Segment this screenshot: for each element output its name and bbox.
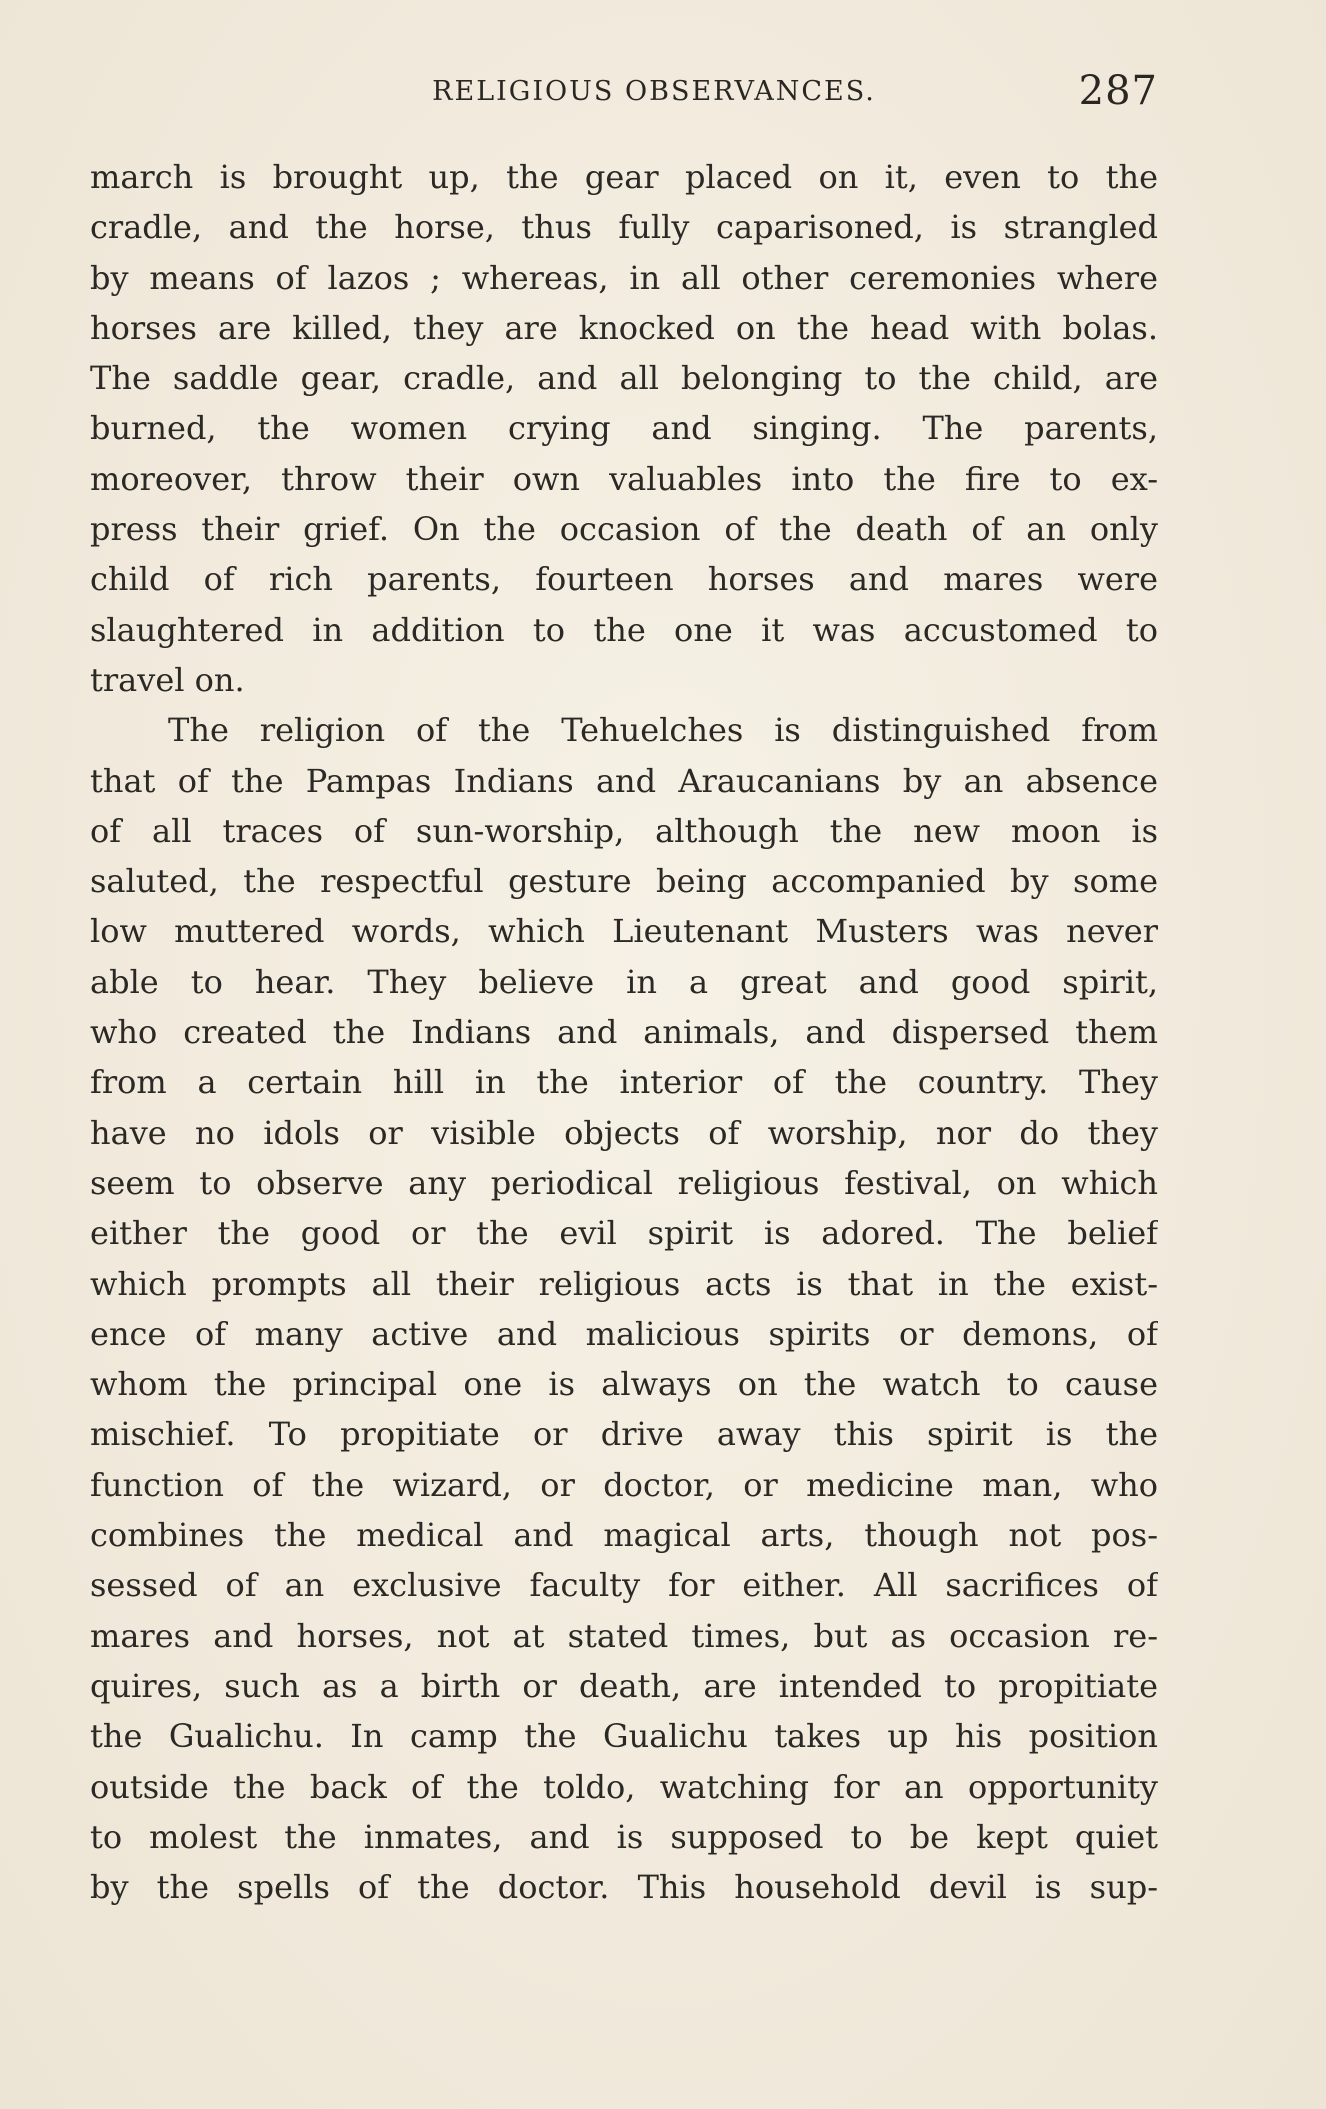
text-line: sessed of an exclusive faculty for either. All sacrifices of — [90, 1566, 1158, 1605]
running-head-title: RELIGIOUS OBSERVANCES. — [432, 76, 876, 107]
text-line: who created the Indians and animals, and dispersed them — [90, 1013, 1158, 1052]
text-line: the Gualichu. In camp the Gualichu takes up his position — [90, 1717, 1158, 1756]
text-line: by means of lazos ; whereas, in all other ceremonies where — [90, 258, 1158, 297]
text-line: march is brought up, the gear placed on it, even to the — [90, 158, 1158, 196]
text-line: which prompts all their religious acts is that in the exist- — [90, 1264, 1158, 1303]
text-line: burned, the women crying and singing. The parents, — [90, 409, 1158, 448]
text-line: that of the Pampas Indians and Araucanians by an absence — [90, 761, 1158, 800]
text-line: cradle, and the horse, thus fully caparisoned, is strangled — [90, 208, 1158, 247]
running-head — [90, 68, 1158, 118]
text-line: ence of many active and malicious spirits or demons, of — [90, 1314, 1158, 1353]
text-line: to molest the inmates, and is supposed to be kept quiet — [90, 1817, 1158, 1856]
paragraph-end-line: travel on. — [90, 660, 245, 699]
text-line: press their grief. On the occasion of the death of an only — [90, 510, 1158, 549]
text-line: function of the wizard, or doctor, or medicine man, who — [90, 1465, 1158, 1504]
text-line: by the spells of the doctor. This household devil is sup- — [90, 1868, 1158, 1907]
text-line: of all traces of sun-worship, although the new moon is — [90, 811, 1158, 850]
text-line: mares and horses, not at stated times, but as occasion re- — [90, 1616, 1158, 1655]
paragraph-start-line: The religion of the Tehuelches is distinguished from — [168, 711, 1158, 750]
text-line: horses are killed, they are knocked on the head with bolas. — [90, 308, 1158, 347]
text-line: combines the medical and magical arts, though not pos- — [90, 1516, 1158, 1555]
text-line: child of rich parents, fourteen horses and mares were — [90, 560, 1158, 599]
text-line: slaughtered in addition to the one it was accustomed to — [90, 610, 1158, 649]
text-line: seem to observe any periodical religious festival, on which — [90, 1163, 1158, 1202]
text-line: moreover, throw their own valuables into the fire to ex- — [90, 459, 1158, 498]
text-line: quires, such as a birth or death, are intended to propitiate — [90, 1666, 1158, 1705]
body-text — [90, 152, 1158, 1912]
text-line: saluted, the respectful gesture being accompanied by some — [90, 862, 1158, 901]
text-line: The saddle gear, cradle, and all belonging to the child, are — [90, 359, 1158, 398]
page-number: 287 — [1078, 68, 1158, 114]
text-line: from a certain hill in the interior of the country. They — [90, 1063, 1158, 1102]
text-line: outside the back of the toldo, watching for an opportunity — [90, 1767, 1158, 1806]
text-line: able to hear. They believe in a great and good spirit, — [90, 962, 1158, 1001]
text-line: have no idols or visible objects of worship, nor do they — [90, 1113, 1158, 1152]
text-line: low muttered words, which Lieutenant Musters was never — [90, 912, 1158, 951]
text-line: whom the principal one is always on the watch to cause — [90, 1365, 1158, 1404]
text-line: either the good or the evil spirit is adored. The belief — [90, 1214, 1158, 1253]
text-line: mischief. To propitiate or drive away this spirit is the — [90, 1415, 1158, 1454]
